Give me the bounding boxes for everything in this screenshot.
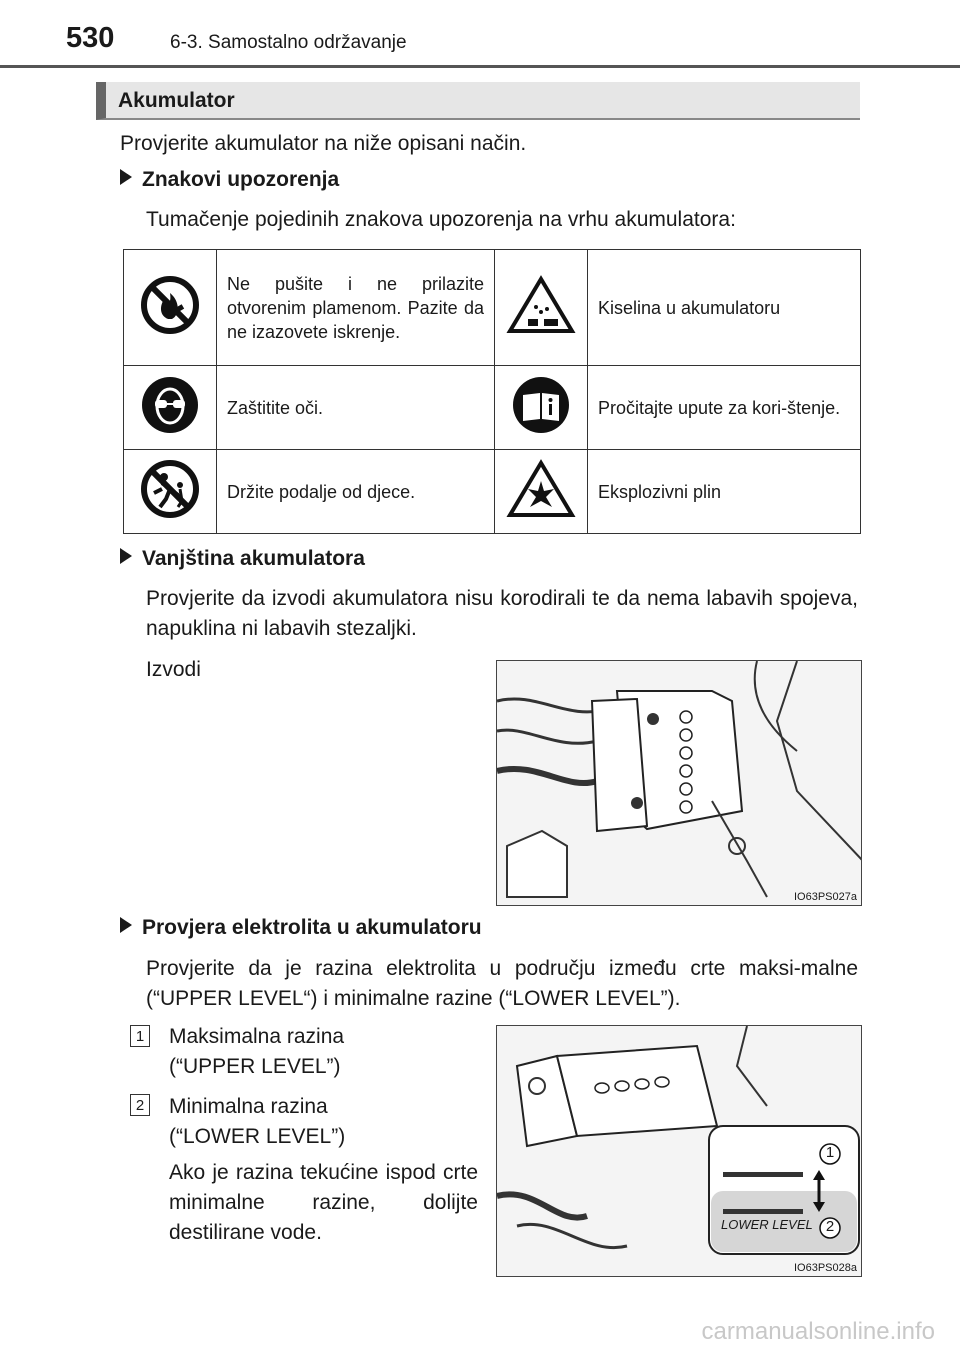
bullet-triangle-icon (120, 169, 132, 185)
list-item-text: Maksimalna razina (“UPPER LEVEL”) (169, 1025, 345, 1078)
warning-text: Ne pušite i ne prilazite otvorenim plamenom. Pazite da ne izazovete iskrenje. (217, 250, 495, 366)
warning-signs-table (123, 249, 861, 534)
table-row (124, 366, 861, 450)
section-title: Akumulator (118, 89, 235, 112)
list-number: 2 (130, 1094, 150, 1116)
electrolyte-heading: Provjera elektrolita u akumulatoru (120, 916, 482, 940)
warning-text: Držite podalje od djece. (217, 450, 495, 534)
callout-number: 1 (825, 1144, 835, 1161)
exterior-heading: Vanjština akumulatora (120, 547, 365, 571)
read-manual-icon (495, 366, 588, 450)
warning-text: Zaštitite oči. (217, 366, 495, 450)
warning-signs-description: Tumačenje pojedinih znakova upozorenja na vrhu akumulatora: (146, 208, 736, 231)
list-number: 1 (130, 1025, 150, 1047)
no-smoking-icon (124, 250, 217, 366)
list-item-text: Minimalna razina (“LOWER LEVEL”) (169, 1095, 346, 1148)
photo-code: IO63PS028a (794, 1262, 857, 1274)
chapter-title: 6-3. Samostalno održavanje (170, 32, 407, 53)
electrolyte-level-photo (496, 1025, 862, 1277)
bullet-triangle-icon (120, 917, 132, 933)
watermark: carmanualsonline.info (701, 1318, 935, 1345)
lower-level-label: LOWER LEVEL (721, 1217, 813, 1232)
section-title-bar (96, 82, 860, 120)
electrolyte-note: Ako je razina tekućine ispod crte minimalne razine, dolijte destilirane vode. (169, 1161, 478, 1244)
bullet-triangle-icon (120, 548, 132, 564)
keep-children-away-icon (124, 450, 217, 534)
battery-terminals-photo (496, 660, 862, 906)
callout-number: 2 (825, 1218, 835, 1235)
list-item (130, 1094, 150, 1116)
header-rule (0, 65, 960, 68)
terminals-label: Izvodi (146, 658, 201, 681)
photo-code: IO63PS027a (794, 891, 857, 903)
acid-icon (495, 250, 588, 366)
explosive-gas-icon (495, 450, 588, 534)
table-row (124, 450, 861, 534)
section-intro: Provjerite akumulator na niže opisani način. (120, 132, 527, 155)
table-row (124, 250, 861, 366)
warning-signs-heading: Znakovi upozorenja (120, 168, 339, 192)
page-number: 530 (66, 22, 115, 54)
eye-protection-icon (124, 366, 217, 450)
warning-text: Kiselina u akumulatoru (588, 250, 861, 366)
exterior-text: Provjerite da izvodi akumulatora nisu korodirali te da nema labavih spojeva, napuklina ni labavih stezaljki. (146, 587, 858, 640)
list-item (130, 1025, 150, 1047)
warning-text: Eksplozivni plin (588, 450, 861, 534)
electrolyte-text: Provjerite da je razina elektrolita u području između crte maksi-malne (“UPPER LEVEL“) i minimalne razine (“LOWER LEVEL”). (146, 957, 858, 1010)
warning-text: Pročitajte upute za kori-štenje. (588, 366, 861, 450)
